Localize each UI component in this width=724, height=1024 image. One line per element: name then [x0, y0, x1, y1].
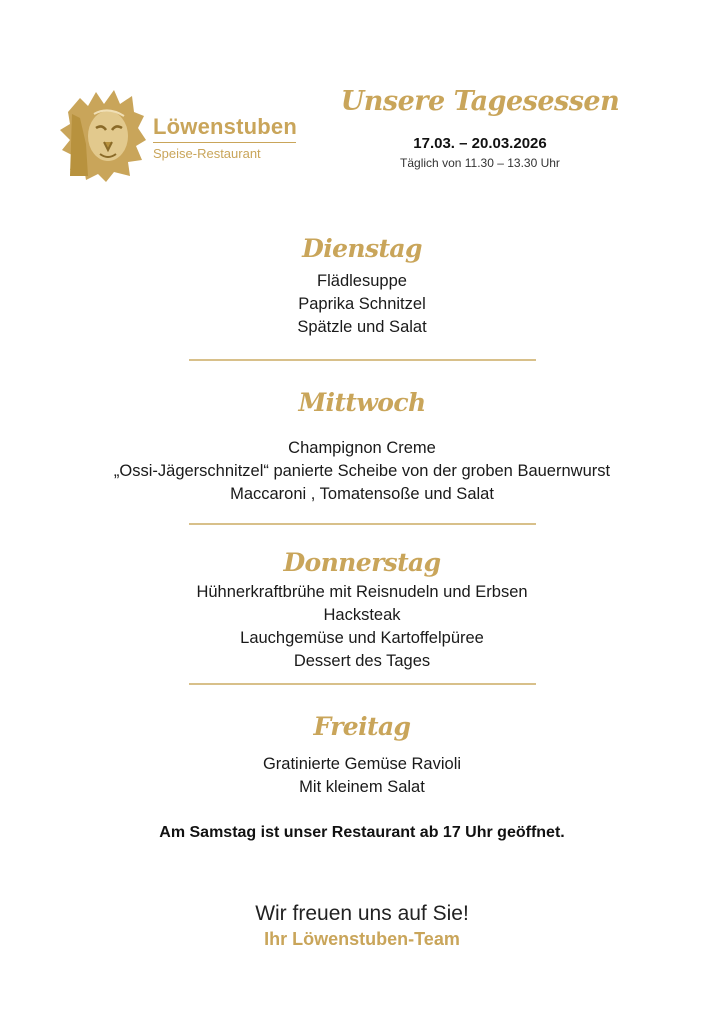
- brand-subtitle: Speise-Restaurant: [153, 146, 261, 161]
- day-name: Dienstag: [302, 234, 422, 263]
- day-name: Donnerstag: [283, 548, 441, 577]
- closing-greeting: Wir freuen uns auf Sie!: [255, 902, 469, 925]
- dish-item: Mit kleinem Salat: [299, 778, 425, 796]
- brand-divider: [153, 142, 296, 143]
- section-divider: [189, 523, 536, 525]
- dish-item: Maccaroni , Tomatensoße und Salat: [230, 485, 494, 503]
- day-section-freitag: [0, 710, 724, 799]
- dish-item: Spätzle und Salat: [297, 318, 427, 336]
- dish-item: Dessert des Tages: [293, 652, 431, 670]
- day-name: Mittwoch: [298, 388, 426, 417]
- dish-item: Paprika Schnitzel: [298, 295, 426, 313]
- day-name: Freitag: [313, 712, 411, 741]
- section-divider: [189, 683, 536, 685]
- day-section-mittwoch: [0, 386, 724, 506]
- dish-item: Hühnerkraftbrühe mit Reisnudeln und Erbsen: [196, 583, 528, 601]
- opening-hours: Täglich von 11.30 – 13.30 Uhr: [400, 156, 560, 170]
- dish-item: „Ossi-Jägerschnitzel“ panierte Scheibe von der groben Bauernwurst: [113, 462, 611, 480]
- closing-message: [0, 900, 724, 950]
- dish-item: Champignon Creme: [288, 439, 436, 457]
- menu-title: Unsere Tagesessen: [340, 86, 620, 117]
- lion-head-icon: [58, 84, 148, 184]
- saturday-notice: Am Samstag ist unser Restaurant ab 17 Uhr geöffnet.: [159, 824, 565, 841]
- section-divider: [189, 359, 536, 361]
- menu-dates: 17.03. – 20.03.2026: [413, 135, 547, 152]
- team-signature: Ihr Löwenstuben-Team: [264, 929, 460, 949]
- restaurant-logo: [58, 84, 308, 184]
- dish-item: Hacksteak: [323, 606, 401, 624]
- menu-header: [330, 82, 630, 170]
- brand-name: Löwenstuben: [153, 114, 297, 139]
- dish-item: Flädlesuppe: [317, 272, 407, 290]
- dish-item: Lauchgemüse und Kartoffelpüree: [240, 629, 484, 647]
- dish-item: Gratinierte Gemüse Ravioli: [262, 755, 462, 773]
- day-section-dienstag: [0, 232, 724, 339]
- day-section-donnerstag: [0, 546, 724, 673]
